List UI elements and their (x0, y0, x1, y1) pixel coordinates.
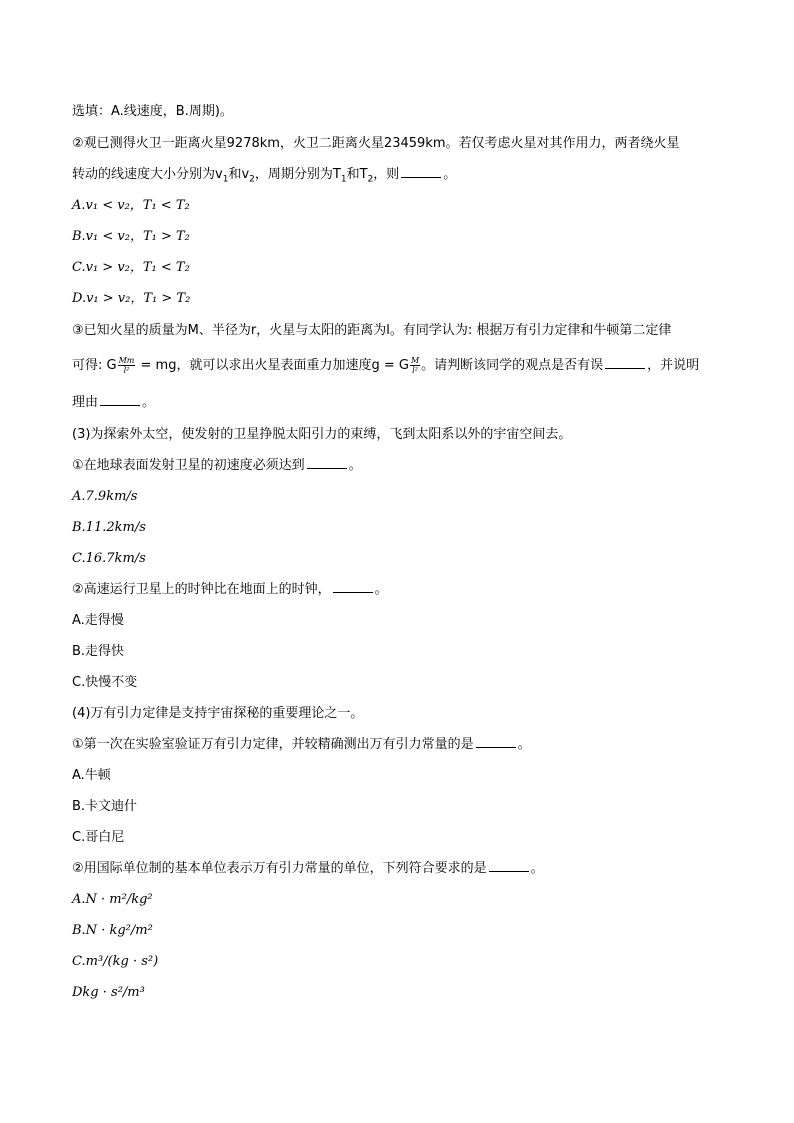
text-span: 。 (517, 737, 531, 752)
option-a: A.牛顿 (72, 768, 111, 783)
option-a: A.走得慢 (72, 613, 124, 628)
question-3-line-2 (72, 356, 699, 376)
fraction-m-over-l2: $\frac{M}{\text{l²}}$ (410, 356, 420, 375)
answer-blank[interactable] (333, 580, 373, 593)
text-span: ①在地球表面发射卫星的初速度必须达到 (72, 458, 305, 473)
option-d: D.v₁ > v₂，T₁ > T₂ (72, 291, 191, 306)
text-span: 理由 (72, 395, 99, 410)
section-4-heading: (4)万有引力定律是支持宇宙探秘的重要理论之一。 (72, 706, 364, 721)
text-span: 转动的线速度大小分别为v (72, 167, 223, 182)
text-span: ②用国际单位制的基本单位表示万有引力常量的单位，下列符合要求的是 (72, 861, 487, 876)
option-a: A.v₁ < v₂，T₁ < T₂ (72, 198, 190, 213)
option-c: C.快慢不变 (72, 675, 138, 690)
question-2-line-1: ②观已测得火卫一距离火星9278km，火卫二距离火星23459km。若仅考虑火星对其作用力，两者绕火星 (72, 136, 680, 151)
question-line (72, 735, 531, 755)
option-b: B.11.2km/s (72, 520, 146, 535)
option-c: C.16.7km/s (72, 551, 146, 566)
option-c: C.v₁ > v₂，T₁ < T₂ (72, 260, 190, 275)
text-span: 可得: G (72, 358, 117, 373)
text-span: = mg，就可以求出火星表面重力加速度g = G (136, 358, 409, 373)
question-3-line-1: ③已知火星的质量为M、半径为r，火星与太阳的距离为l。有同学认为: 根据万有引力定律和牛顿第二定律 (72, 323, 672, 338)
question-2-line-2: 转动的线速度大小分别为$v_1$和$v_2$，周期分别为$T_1$和$T_2$，则 。 (72, 167, 457, 185)
text-span: 。 (374, 582, 388, 597)
answer-blank[interactable] (605, 356, 645, 369)
answer-blank[interactable] (401, 165, 441, 178)
option-b: B.走得快 (72, 644, 125, 659)
section-3-heading: (3)为探索外太空，使发射的卫星挣脱太阳引力的束缚，飞到太阳系以外的宇宙空间去。 (72, 427, 572, 442)
text-span: 和T (346, 167, 368, 182)
text-line: 选填：A.线速度，B.周期)。 (72, 104, 233, 119)
text-span: 。 (530, 861, 544, 876)
answer-blank[interactable] (100, 393, 140, 406)
text-span: 。请判断该同学的观点是否有误 (421, 358, 604, 373)
text-span: 和v (228, 167, 250, 182)
option-b: B.v₁ < v₂，T₁ > T₂ (72, 229, 190, 244)
text-span: 。 (443, 167, 457, 182)
text-span: ，并说明 (647, 358, 700, 373)
option-a: A.N · m²/kg² (72, 892, 153, 907)
answer-blank[interactable] (476, 735, 516, 748)
question-3-line-3 (72, 393, 155, 413)
text-span: ①第一次在实验室验证万有引力定律，并较精确测出万有引力常量的是 (72, 737, 474, 752)
text-span: ，则 (373, 167, 400, 182)
question-line (72, 456, 362, 476)
option-c: C.哥白尼 (72, 830, 125, 845)
answer-blank[interactable] (489, 859, 529, 872)
option-d: Dkg · s²/m³ (72, 985, 145, 1000)
option-a: A.7.9km/s (72, 489, 138, 504)
question-line (72, 859, 544, 879)
option-b: B.N · kg²/m² (72, 923, 153, 938)
fraction-mm-over-l2: $\frac{Mm}{\text{l²}}$ (118, 356, 135, 375)
answer-blank[interactable] (307, 456, 347, 469)
option-b: B.卡文迪什 (72, 799, 138, 814)
text-span: ，周期分别为T (254, 167, 341, 182)
text-span: 。 (142, 395, 156, 410)
option-c: C.m³/(kg · s²) (72, 954, 159, 969)
text-span: 。 (348, 458, 362, 473)
text-span: ②高速运行卫星上的时钟比在地面上的时钟， (72, 582, 331, 597)
question-line (72, 580, 388, 600)
